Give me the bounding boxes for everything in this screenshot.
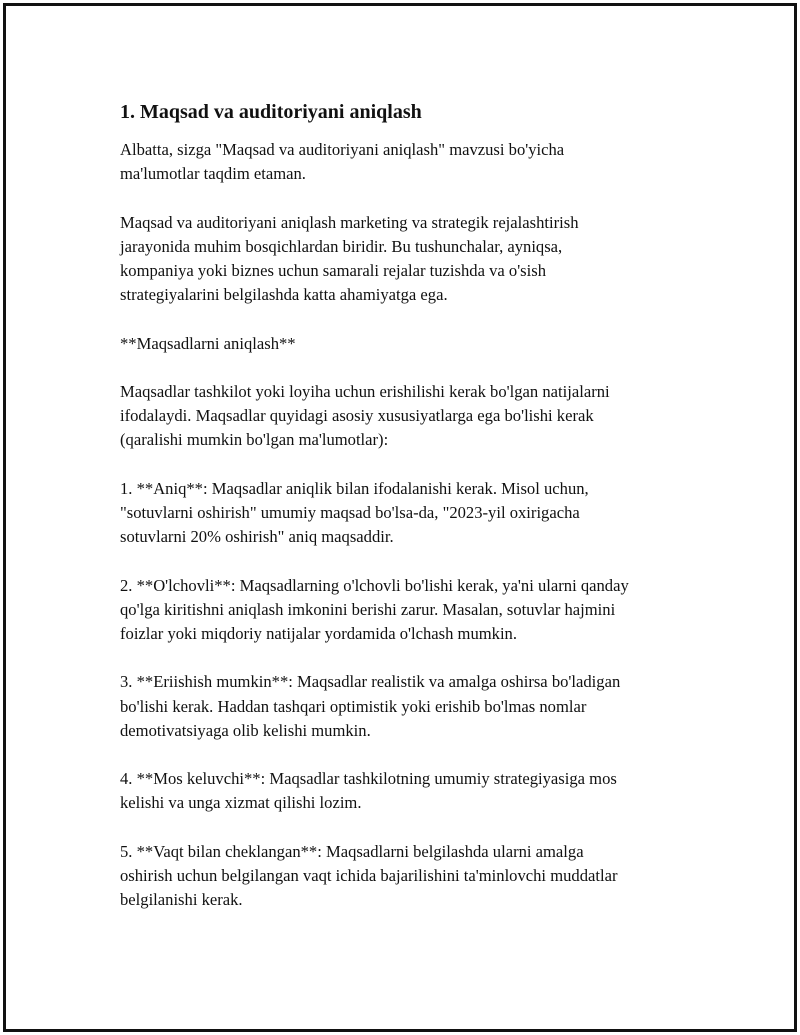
goals-description-paragraph: Maqsadlar tashkilot yoki loyiha uchun erishilishi kerak bo'lgan natijalarni ifodalaydi. Maqsadlar quyidagi asosiy xususiyatlarga ega bo'lishi kerak (qaralishi mumkin bo'lgan ma'lumotlar): [120,381,610,450]
list-item-achievable: 3. **Eriishish mumkin**: Maqsadlar realistik va amalga oshirsa bo'ladigan bo'lishi kerak. Haddan tashqari optimistik yoki erishib bo'lmas nomlar demotivatsiyaga olib kelishi mumkin. [120,672,621,740]
subheading-paragraph: **Maqsadlarni aniqlash** [120,333,296,353]
list-item-relevant: 4. **Mos keluvchi**: Maqsadlar tashkilotning umumiy strategiyasiga mos kelishi va unga xizmat qilishi lozim. [120,769,617,813]
document-body [120,98,720,937]
list-item-measurable: 2. **O'lchovli**: Maqsadlarning o'lchovli bo'lishi kerak, ya'ni ularni qanday qo'lga kiritishni aniqlash imkonini berishi zarur. Masalan, sotuvlar hajmini foizlar yoki miqdoriy natijalar yordamida o'lchash mumkin. [120,575,629,643]
document-page [3,3,797,1032]
intro-paragraph: Albatta, sizga "Maqsad va auditoriyani aniqlash" mavzusi bo'yicha ma'lumotlar taqdim etaman. [120,140,565,184]
section-heading: 1. Maqsad va auditoriyani aniqlash [120,101,422,123]
list-item-time-bound: 5. **Vaqt bilan cheklangan**: Maqsadlarni belgilashda ularni amalga oshirish uchun belgilangan vaqt ichida bajarilishini ta'minlovchi muddatlar belgilanishi kerak. [120,841,618,910]
list-item-specific: 1. **Aniq**: Maqsadlar aniqlik bilan ifodalanishi kerak. Misol uchun, "sotuvlarni oshirish" umumiy maqsad bo'lsa-da, "2023-yil oxirigacha sotuvlarni 20% oshirish" aniq maqsaddir. [120,478,589,547]
overview-paragraph: Maqsad va auditoriyani aniqlash marketing va strategik rejalashtirish jarayonida muhim bosqichlardan biridir. Bu tushunchalar, ayniqsa, kompaniya yoki biznes uchun samarali rejalar tuzishda va o'sish strategiyalarini belgilashda katta ahamiyatga ega. [120,212,579,305]
